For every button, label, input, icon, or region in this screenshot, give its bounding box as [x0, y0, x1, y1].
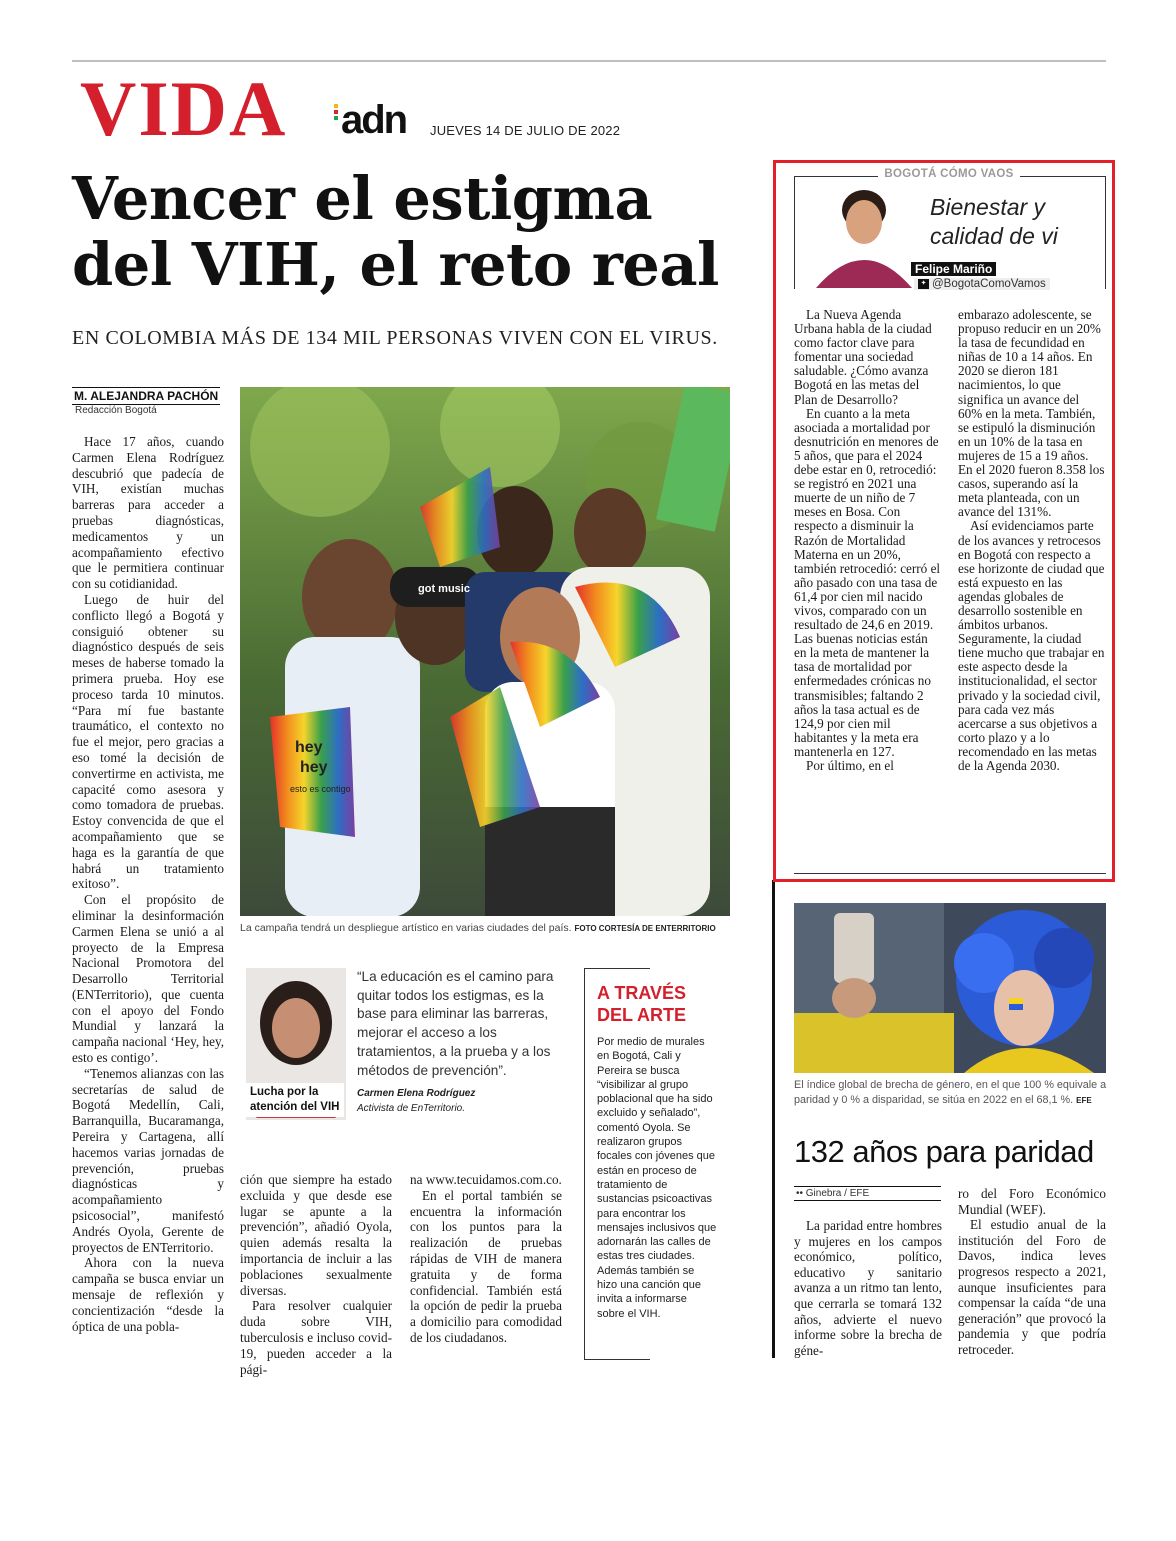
twitter-icon: ✦	[918, 279, 929, 289]
article-column-2	[240, 1172, 392, 1377]
paragraph: Así evidenciamos parte de los avances y retrocesos en Bogotá con respecto a ese horizonte de ciudad que está expuesto en las agendas globales de desarrollo sostenible en ámbitos urbanos. Seguramente, la ciudad tiene mucho que trabajar en este aspecto desde la institucionalidad, el sector privado y la sociedad civil, para cada vez más acercarse a sus objetivos a corto plazo y a lo recomendado en las metas de la Agenda 2030.	[958, 518, 1105, 773]
fan-text: esto es contigo	[290, 784, 351, 794]
paragraph: Por último, en el	[806, 758, 894, 773]
paragraph: El estudio anual de la institución del Foro de Davos, indica leves progresos respecto a 2021, aunque insuficientes para compensar la caída “de una generación” que provocó la pandemia y que podría retroceder.	[958, 1217, 1106, 1357]
columnist-name: Felipe Mariño	[911, 262, 996, 276]
paragraph: “Tenemos alianzas con las secretarías de salud de Bogotá Medellín, Cali, Barranquilla, Bucaramanga, Pereira y Cartagena, allí hacemos varias jornadas de prevención, pruebas diagnósticas y acompañamiento psicosocial”, manifestó Andrés Oyola, Gerente de proyectos de ENTerritorio.	[72, 1065, 224, 1255]
paragraph: na www.tecuidamos.com.co.	[410, 1172, 562, 1187]
brief-photo	[794, 903, 1106, 1073]
photo-credit: FOTO CORTESÍA DE ENTERRITORIO	[574, 924, 716, 933]
byline-desk: Redacción Bogotá	[75, 405, 157, 416]
paragraph: Hace 17 años, cuando Carmen Elena Rodríguez descubrió que padecía de VIH, existían muchas barreras para acceder a pruebas diagnósticas, medicamentos y un acompañamiento efectivo que le permitiera continuar con su cotidianidad.	[72, 434, 224, 592]
cap-text: got music	[418, 583, 470, 595]
opinion-kicker	[794, 168, 1104, 180]
paragraph: Con el propósito de eliminar la desinformación Carmen Elena se unió a al proyecto de la Empresa Nacional Promotora del Desarrollo Territorial (ENTerritorio), que cuenta con el apoyo del Fondo Mundial y lanzará la campaña nacional ‘Hey, hey, esto es contigo’.	[72, 892, 224, 1066]
brief-byline: •• Ginebra / EFE	[794, 1186, 941, 1201]
fan-text: hey	[300, 759, 328, 776]
brief-column-2	[958, 1186, 1106, 1358]
top-rule	[72, 60, 1106, 62]
quote-photo-label: Lucha por la atención del VIH	[246, 1083, 344, 1117]
paragraph: embarazo adolescente, se propuso reducir en un 20% la tasa de fecundidad en niñas de 10 a 14 años. En 2020 se dieron 181 nacimientos, lo que significa un avance del 60% en la meta. También, se estipuló la disminución en un 10% de la tasa en mujeres de 15 a 19 años. En el 2020 fueron 8.358 los casos, superando así la meta planteada, con un avance del 131%.	[958, 307, 1105, 520]
main-headline: Vencer el estigma del VIH, el reto real	[72, 164, 719, 299]
handle-text: @BogotaComoVamos	[932, 278, 1046, 290]
brand-logo: adn	[341, 98, 407, 142]
caption-text: La campaña tendrá un despliegue artístico en varias ciudades del país.	[240, 922, 572, 934]
paragraph: En el portal también se encuentra la información con los puntos para la realización de pruebas rápidas de VIH de manera gratuita y de forma confidencial. También está la opción de pedir la prueba a domicilio para comodidad de los ciudadanos.	[410, 1187, 562, 1345]
sidebar-title: A TRAVÉS DEL ARTE	[597, 983, 687, 1025]
section-title: VIDA	[80, 65, 288, 152]
fan-photo-illustration	[794, 903, 1106, 1073]
paragraph: La Nueva Agenda Urbana habla de la ciudad como factor clave para fomentar una sociedad saludable. ¿Cómo avanza Bogotá en las metas del Plan de Desarrollo?	[794, 307, 932, 407]
columnist-photo	[812, 182, 916, 288]
columnist-portrait	[812, 182, 916, 288]
paragraph: En cuanto a la meta asociada a mortalidad por desnutrición en menores de 5 años, que para el 2024 debe estar en 0, retrocedió: se registró en 2021 una muerte de un niño de 7 meses en Bosa. Con respecto a disminuir la Razón de Mortalidad Materna en un 20%, también retrocedió: cerró el año pasado con una tasa de 61,4 por cien mil nacido vivos, comparado con un resultado de 24,6 en 2019. Las buenas noticias están en la meta de mantener la tasa de mortalidad por enfermedades crónicas no transmisibles; faltando 2 años la tasa actual es de 124,9 por cien mil habitantes y la meta era mantenerla en 127.	[794, 405, 941, 759]
brief-photo-caption	[794, 1078, 1109, 1108]
brief-headline: 132 años para paridad	[794, 1134, 1094, 1169]
paragraph: ción que siempre ha estado excluida y que desde ese lugar se apunte a la prevención”, añadió Oyola, quien además resalta la importancia de incluir a las poblaciones sexualmente diversas.	[240, 1172, 392, 1298]
opinion-title: Bienestar y calidad de vi	[930, 194, 1058, 249]
main-photo-illustration	[240, 387, 730, 916]
brand-logo-mark	[334, 104, 340, 126]
sidebar-text: Por medio de murales en Bogotá, Cali y Pereira se busca “visibilizar al grupo poblacional que ha sido excluido y señalado”, comentó Oyola. Se realizaron grupos focales con jóvenes que están en proceso de tratamiento de sustancias psicoactivas para encontrar los mensajes inclusivos que adornarán las calles de estas tres ciudades. Además también se hizo una canción que invita a informarse sobre el VIH.	[597, 1036, 717, 1320]
caption-text: El índice global de brecha de género, en el que 100 % equivale a paridad y 0 % a disparidad, se sitúa en 2022 en el 68,1 %.	[794, 1079, 1107, 1106]
pull-quote: “La educación es el camino para quitar todos los estigmas, es la base para eliminar las barreras, mejorar el acceso a los tratamientos, a la prueba y a los métodos de prevención”.	[357, 969, 554, 1078]
quote-role: Activista de EnTerritorio.	[357, 1103, 466, 1114]
brief-column-1	[794, 1218, 942, 1358]
quote-author: Carmen Elena Rodríguez	[357, 1088, 476, 1099]
vertical-divider	[772, 880, 775, 1358]
issue-date: JUEVES 14 DE JULIO DE 2022	[430, 123, 621, 138]
opinion-bottom-rule	[794, 873, 1106, 874]
article-column-3	[410, 1172, 562, 1346]
paragraph: Para resolver cualquier duda sobre VIH, tuberculosis e incluso covid-19, pueden acceder a la pági-	[240, 1298, 392, 1377]
subheadline: EN COLOMBIA MÁS DE 134 MIL PERSONAS VIVEN CON EL VIRUS.	[72, 327, 718, 349]
opinion-column-2	[958, 308, 1106, 773]
opinion-column-1	[794, 308, 942, 773]
main-photo-caption	[240, 922, 740, 934]
main-photo	[240, 387, 730, 916]
paragraph: La paridad entre hombres y mujeres en los campos económico, político, educativo y sanitario avanza a un ritmo tan lento, que cerrarla se tomará 132 años, advierte el nuevo informe sobre la brecha de géne-	[794, 1218, 942, 1358]
kicker-text: BOGOTÁ CÓMO VAOS	[878, 168, 1019, 180]
fan-text: hey	[295, 739, 323, 756]
paragraph: Luego de huir del conflicto llegó a Bogotá y consiguió obtener su diagnóstico después de seis meses de haberse tomado la primera prueba. Hoy ese proceso tarda 10 minutos. “Para mí fue bastante traumático, el contexto no fue el mejor, pero gracias a eso tomé la decisión de convertirme en activista, me capacité como asesora y como tomadora de pruebas. Estoy convencida de que el acompañamiento que se haga es la garantía de que habrá un tratamiento exitoso”.	[72, 591, 224, 892]
article-column-1	[72, 434, 224, 1334]
paragraph: ro del Foro Económico Mundial (WEF).	[958, 1186, 1106, 1217]
photo-credit: EFE	[1076, 1096, 1092, 1105]
columnist-handle	[914, 278, 1050, 290]
byline-author: M. ALEJANDRA PACHÓN	[74, 389, 219, 403]
paragraph: Ahora con la nueva campaña se busca enviar un mensaje de reflexión y concientización “desde la óptica de una pobla-	[72, 1255, 224, 1334]
